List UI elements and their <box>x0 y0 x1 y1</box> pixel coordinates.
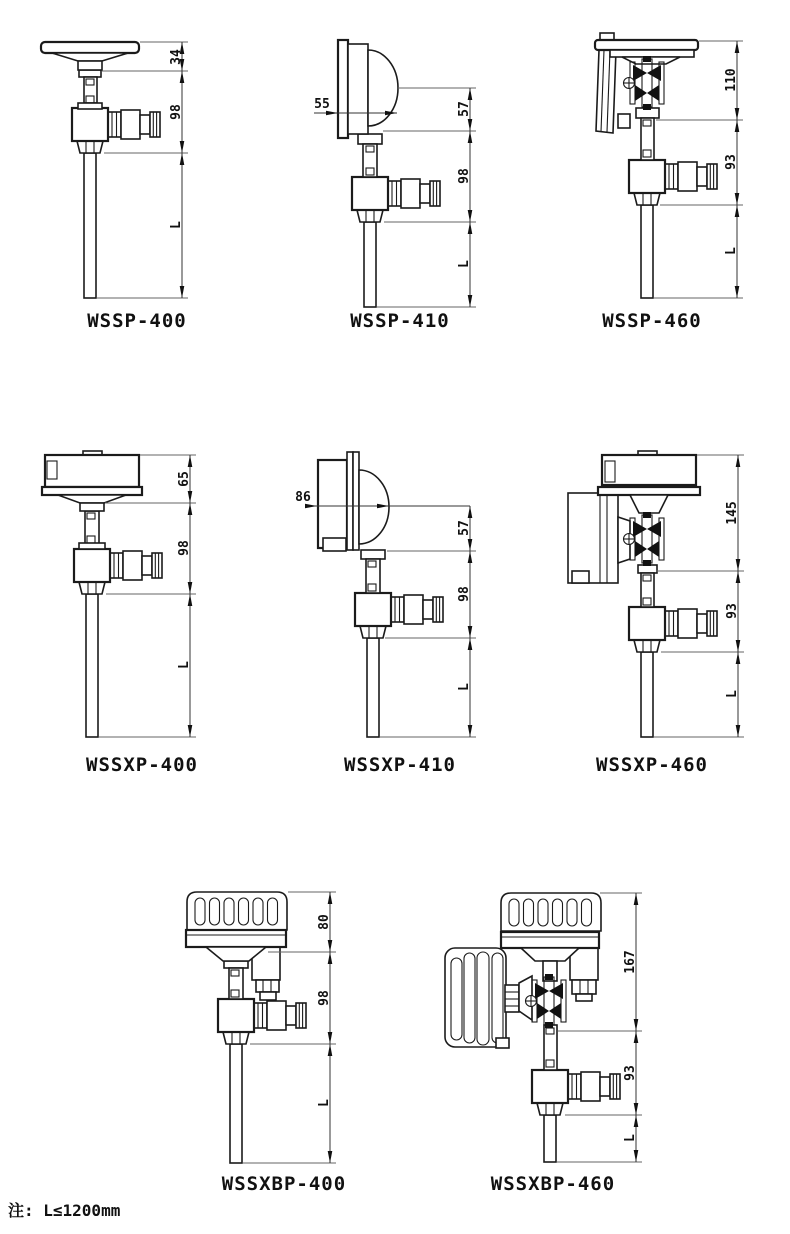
conduit-connection <box>570 947 598 1001</box>
junction-box <box>42 451 142 511</box>
dim-93: 93 <box>623 1065 638 1081</box>
dial-head <box>41 42 139 70</box>
dim-L: L <box>457 683 472 691</box>
dim-L: L <box>724 247 739 255</box>
figure-wssp-460 <box>595 33 743 332</box>
dim-93: 93 <box>725 603 740 619</box>
union-fitting <box>629 607 717 652</box>
probe-stem <box>641 205 653 298</box>
dim-98: 98 <box>177 540 192 556</box>
probe-stem <box>230 1044 242 1163</box>
neck <box>636 108 659 160</box>
figure-wssxp-410 <box>295 452 476 776</box>
dimension-lines <box>97 42 188 298</box>
union-fitting <box>355 593 443 638</box>
neck <box>638 565 657 607</box>
note-text: 注: L≤1200mm <box>8 1201 121 1220</box>
figure-wssxp-460 <box>568 451 744 776</box>
dim-167: 167 <box>623 950 638 974</box>
dim-65: 65 <box>177 471 192 487</box>
union-fitting <box>72 108 160 153</box>
probe-stem <box>641 652 653 737</box>
dim-86: 86 <box>295 490 311 505</box>
tilted-dial-case <box>568 493 630 583</box>
union-fitting <box>74 549 162 594</box>
neck <box>78 70 102 109</box>
figure-label: WSSXBP-460 <box>490 1173 616 1195</box>
probe-stem <box>367 638 379 737</box>
dim-57: 57 <box>457 520 472 536</box>
neck <box>361 550 385 593</box>
dim-98: 98 <box>457 586 472 602</box>
figure-label: WSSXP-460 <box>596 754 708 776</box>
probe-stem <box>544 1115 556 1162</box>
probe-stem <box>364 222 376 307</box>
figure-wssp-400 <box>41 42 188 332</box>
figure-label: WSSP-460 <box>602 310 702 332</box>
side-ribbed-head <box>445 948 532 1048</box>
figure-wssxbp-400 <box>186 892 346 1195</box>
union-fitting <box>629 160 717 205</box>
dim-L: L <box>623 1134 638 1142</box>
dial-head <box>338 40 398 138</box>
dim-L: L <box>177 661 192 669</box>
dim-34: 34 <box>169 49 184 65</box>
dial-head <box>318 452 389 551</box>
dim-80: 80 <box>317 914 332 930</box>
dim-98: 98 <box>317 990 332 1006</box>
figure-label: WSSP-400 <box>87 310 187 332</box>
tilted-dial-case <box>596 50 630 133</box>
figure-label: WSSXBP-400 <box>221 1173 347 1195</box>
dim-L: L <box>725 690 740 698</box>
neck <box>224 961 248 999</box>
dim-L: L <box>457 260 472 268</box>
dim-L: L <box>317 1099 332 1107</box>
union-fitting <box>218 999 306 1044</box>
union-fitting <box>532 1070 620 1115</box>
dim-L: L <box>169 221 184 229</box>
dim-145: 145 <box>725 501 740 525</box>
probe-stem <box>84 153 96 298</box>
union-fitting <box>352 177 440 222</box>
dim-55: 55 <box>314 97 330 112</box>
figure-label: WSSXP-400 <box>86 754 198 776</box>
figure-wssp-410 <box>314 40 476 332</box>
figure-wssxbp-460 <box>445 893 642 1195</box>
neck <box>79 511 105 549</box>
dim-57: 57 <box>457 101 472 117</box>
probe-stem <box>86 594 98 737</box>
figure-label: WSSP-410 <box>350 310 450 332</box>
figure-label: WSSXP-410 <box>344 754 456 776</box>
figure-wssxp-400 <box>42 451 198 776</box>
dim-93: 93 <box>724 154 739 170</box>
neck <box>544 1025 557 1070</box>
dim-98: 98 <box>457 168 472 184</box>
dim-110: 110 <box>724 68 739 92</box>
dim-98: 98 <box>169 104 184 120</box>
neck <box>358 134 382 177</box>
